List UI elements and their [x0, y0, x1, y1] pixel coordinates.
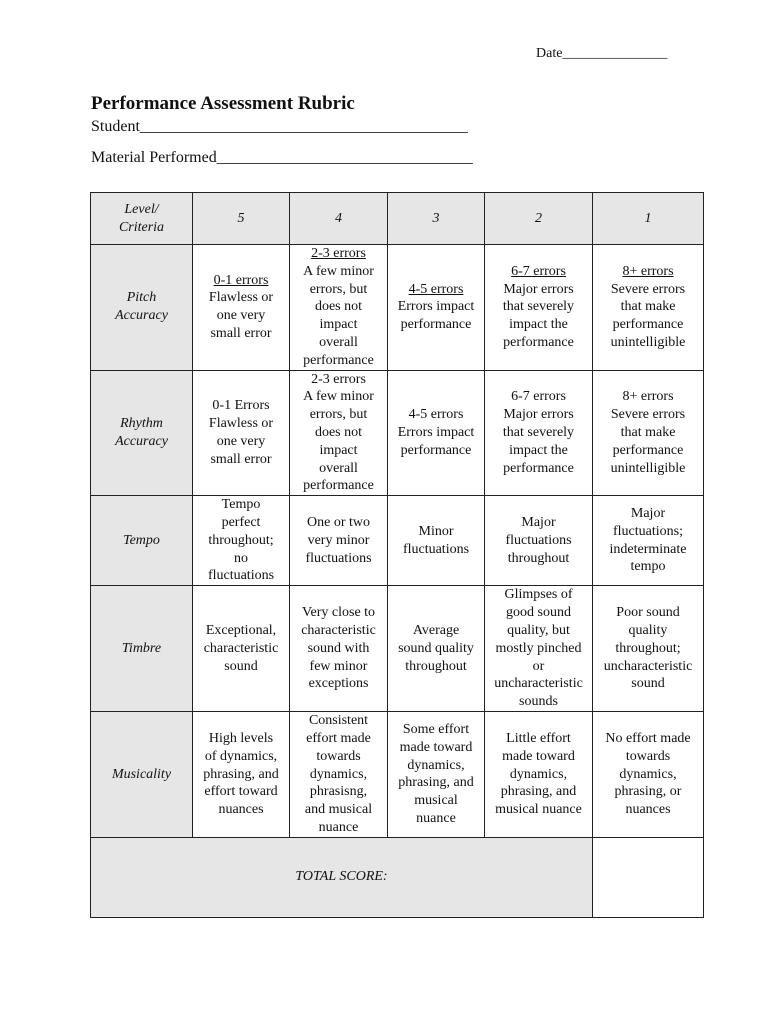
cell-line: quality — [628, 622, 668, 638]
cell-line: fluctuations — [305, 550, 372, 566]
cell-line: phrasing, or — [614, 784, 682, 800]
rubric-cell — [593, 586, 704, 712]
cell-line: overall — [319, 334, 358, 350]
rubric-cell — [593, 712, 704, 838]
cell-line: Very close to — [301, 605, 376, 621]
cell-line: Errors impact — [397, 299, 475, 315]
cell-line: impact — [319, 317, 358, 333]
cell-line: unintelligible — [610, 334, 686, 350]
rubric-cell — [193, 496, 290, 586]
rubric-cell — [593, 245, 704, 371]
cell-line: phrasing, and — [500, 784, 577, 800]
cell-line: sound — [224, 658, 258, 674]
cell-line: dynamics, — [407, 757, 465, 773]
rubric-cell — [388, 370, 485, 496]
cell-line: does not — [314, 299, 363, 315]
cell-line: Major — [630, 506, 666, 522]
rubric-cell — [193, 712, 290, 838]
cell-line: Poor sound — [616, 605, 680, 621]
rubric-cell — [290, 245, 388, 371]
student-field[interactable]: Student_________________________________________ — [91, 118, 468, 135]
cell-line: that make — [620, 299, 676, 315]
cell-line: impact the — [509, 317, 568, 333]
cell-line: throughout — [405, 658, 467, 674]
cell-line: errors, but — [309, 281, 368, 297]
material-performed-field[interactable]: Material Performed________________________________ — [91, 149, 473, 166]
cell-line: characteristic — [301, 622, 376, 638]
cell-line: that severely — [502, 299, 575, 315]
cell-line: Tempo — [221, 497, 261, 513]
cell-line: performance — [612, 317, 684, 333]
cell-line: made toward — [399, 739, 473, 755]
cell-line: Major errors — [503, 281, 574, 297]
header-row — [91, 193, 704, 245]
cell-line: fluctuations; — [613, 523, 683, 539]
cell-line: small error — [210, 326, 272, 342]
criterion-pitch-accuracy — [91, 245, 193, 371]
cell-line: quality, but — [507, 622, 570, 638]
cell-line: Exceptional, — [205, 622, 277, 638]
criterion-row-tempo — [91, 496, 704, 586]
cell-line: Consistent — [308, 713, 369, 729]
criterion-row-rhythm — [91, 370, 704, 496]
cell-line: that severely — [502, 424, 575, 440]
total-score-label: TOTAL SCORE: — [91, 837, 593, 917]
cell-line: made toward — [502, 748, 575, 764]
rubric-cell — [193, 586, 290, 712]
cell-line: nuances — [625, 802, 671, 818]
cell-line: one very — [216, 308, 266, 324]
criterion-label: Timbre — [121, 640, 162, 656]
cell-line: A few minor — [303, 263, 374, 279]
rubric-cell — [388, 496, 485, 586]
cell-line: phrasing, and — [398, 775, 474, 791]
cell-line: uncharacteristic — [603, 658, 693, 674]
cell-line: that make — [620, 424, 676, 440]
cell-line: Flawless or — [208, 290, 274, 306]
cell-heading: 6-7 errors — [511, 263, 566, 279]
cell-line: throughout; — [208, 532, 274, 548]
cell-line: musical nuance — [495, 802, 582, 818]
cell-line: perfect — [221, 514, 261, 530]
cell-line: Glimpses of — [504, 587, 573, 603]
cell-line: Some effort — [402, 722, 470, 738]
cell-line: sound — [631, 676, 665, 692]
cell-line: performance — [612, 442, 684, 458]
rubric-cell — [388, 712, 485, 838]
cell-heading: 2-3 errors — [311, 246, 366, 261]
criterion-row-timbre — [91, 586, 704, 712]
cell-line: throughout — [507, 550, 570, 566]
cell-line: characteristic — [203, 640, 279, 656]
cell-line: 0-1 Errors — [212, 398, 270, 414]
criterion-timbre — [91, 586, 193, 712]
cell-line: 2-3 errors — [311, 371, 366, 387]
cell-line: or — [532, 658, 545, 674]
cell-line: dynamics, — [309, 766, 368, 782]
criterion-rhythm-accuracy — [91, 370, 193, 496]
cell-line: Minor — [418, 523, 454, 539]
rubric-cell — [290, 586, 388, 712]
criterion-label: Musicality — [111, 766, 172, 782]
rubric-cell — [593, 370, 704, 496]
cell-line: effort toward — [204, 784, 278, 800]
level-criteria-header — [91, 193, 193, 245]
rubric-cell — [485, 496, 593, 586]
cell-line: 8+ errors — [622, 389, 674, 405]
cell-line: Major errors — [503, 407, 574, 423]
cell-line: Major — [521, 514, 556, 530]
cell-line: no — [234, 550, 248, 566]
cell-line: nuance — [416, 811, 456, 827]
criterion-row-musicality — [91, 712, 704, 838]
rubric-cell — [485, 245, 593, 371]
cell-line: Severe errors — [610, 407, 686, 423]
page-title: Performance Assessment Rubric — [91, 93, 355, 114]
cell-line: dynamics, — [619, 766, 677, 782]
criterion-label: Tempo — [123, 532, 160, 548]
rubric-cell — [485, 712, 593, 838]
cell-line: towards — [316, 748, 361, 764]
cell-line: effort made — [306, 730, 371, 746]
cell-line: exceptions — [308, 676, 369, 692]
rubric-cell — [290, 370, 388, 496]
cell-line: No effort made — [605, 730, 691, 746]
rubric-cell — [388, 245, 485, 371]
rubric-cell — [290, 496, 388, 586]
cell-line: good sound — [506, 605, 571, 621]
cell-line: errors, but — [309, 407, 368, 423]
cell-line: nuances — [218, 802, 264, 818]
score-header-2: 2 — [485, 193, 593, 245]
rubric-cell — [290, 712, 388, 838]
total-row — [91, 837, 704, 917]
cell-line: musical — [414, 793, 458, 809]
cell-line: few minor — [309, 658, 368, 674]
cell-line: phrasisng, — [309, 784, 368, 800]
cell-line: tempo — [630, 559, 666, 575]
cell-heading: 4-5 errors — [408, 281, 464, 297]
rubric-cell — [388, 586, 485, 712]
cell-line: small error — [210, 451, 272, 467]
cell-line: and musical — [304, 802, 373, 818]
criterion-label: Accuracy — [115, 433, 168, 449]
score-header-5: 5 — [193, 193, 290, 245]
cell-line: fluctuations — [207, 568, 275, 584]
cell-line: mostly pinched — [495, 640, 582, 656]
score-header-1: 1 — [593, 193, 704, 245]
cell-line: does not — [314, 424, 363, 440]
score-header-3: 3 — [388, 193, 485, 245]
cell-line: Errors impact — [397, 424, 475, 440]
total-score-field[interactable] — [593, 837, 704, 917]
level-label: Level/ — [124, 201, 159, 217]
rubric-cell — [593, 496, 704, 586]
cell-heading: 0-1 errors — [213, 272, 269, 288]
criterion-label: Accuracy — [115, 308, 168, 324]
cell-line: sound with — [307, 640, 370, 656]
criterion-label: Pitch — [126, 290, 157, 306]
cell-line: throughout; — [615, 640, 681, 656]
cell-line: performance — [303, 478, 374, 494]
cell-line: uncharacteristic — [494, 676, 583, 692]
rubric-cell — [193, 370, 290, 496]
cell-line: performance — [503, 460, 574, 476]
cell-line: indeterminate — [609, 541, 687, 557]
criterion-row-pitch — [91, 245, 704, 371]
rubric-table — [90, 192, 704, 918]
cell-line: sounds — [519, 694, 558, 710]
cell-line: of dynamics, — [204, 748, 278, 764]
cell-line: fluctuations — [505, 532, 572, 548]
cell-line: dynamics, — [509, 766, 568, 782]
cell-line: fluctuations — [402, 541, 470, 557]
cell-line: Average — [412, 622, 460, 638]
cell-heading: 8+ errors — [622, 263, 674, 279]
criterion-musicality — [91, 712, 193, 838]
cell-line: one very — [216, 433, 266, 449]
rubric-cell — [485, 586, 593, 712]
score-header-4: 4 — [290, 193, 388, 245]
cell-line: impact the — [509, 442, 568, 458]
cell-line: unintelligible — [610, 460, 686, 476]
cell-line: Little effort — [506, 730, 571, 746]
cell-line: phrasing, and — [203, 766, 279, 782]
cell-line: sound quality — [398, 640, 474, 656]
criteria-label: Criteria — [118, 219, 165, 235]
cell-line: Flawless or — [208, 416, 274, 432]
cell-line: performance — [503, 334, 574, 350]
cell-line: performance — [400, 317, 472, 333]
cell-line: impact — [319, 442, 358, 458]
cell-line: High levels — [208, 730, 274, 746]
cell-line: towards — [625, 748, 671, 764]
cell-line: overall — [319, 460, 358, 476]
cell-line: very minor — [307, 532, 370, 548]
cell-line: One or two — [307, 514, 370, 530]
cell-line: performance — [400, 442, 472, 458]
cell-line: A few minor — [303, 389, 374, 405]
cell-line: Severe errors — [610, 281, 686, 297]
cell-line: performance — [303, 352, 374, 368]
cell-line: nuance — [318, 819, 359, 835]
criterion-tempo — [91, 496, 193, 586]
date-field[interactable]: Date_______________ — [536, 46, 668, 61]
cell-line: 4-5 errors — [408, 407, 464, 423]
cell-line: 6-7 errors — [511, 389, 566, 405]
rubric-cell — [193, 245, 290, 371]
rubric-cell — [485, 370, 593, 496]
criterion-label: Rhythm — [120, 416, 163, 432]
